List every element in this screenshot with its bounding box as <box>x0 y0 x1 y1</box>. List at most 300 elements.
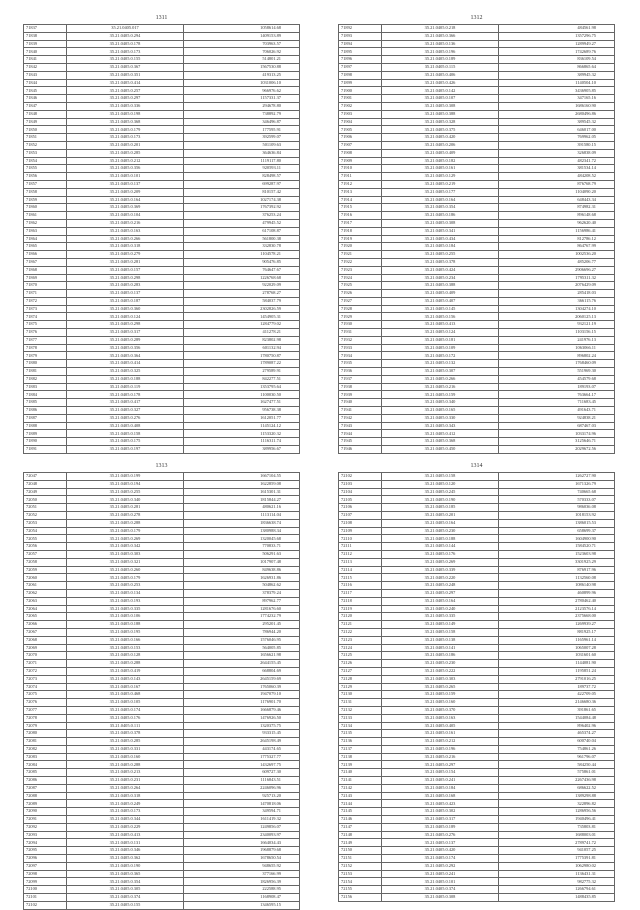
amount-cell: 584250.44 <box>499 761 615 769</box>
table-row <box>339 25 615 33</box>
code-cell: 35.21.0405.0.128 <box>67 652 184 660</box>
amount-cell: 1626931.86 <box>184 574 300 582</box>
table-row <box>339 504 615 512</box>
code-cell: 35.21.0405.0.365 <box>67 870 184 878</box>
code-cell: 35.21.0405.0.164 <box>382 519 499 527</box>
row-number-cell: 72121 <box>339 621 382 629</box>
code-cell: 35.21.0405.0.172 <box>382 352 499 360</box>
amount-cell: 1104090.20 <box>499 188 615 196</box>
table-row <box>24 894 300 902</box>
code-cell: 35.21.0405.0.173 <box>67 48 184 56</box>
row-number-cell: 72140 <box>339 769 382 777</box>
table-row <box>24 141 300 149</box>
code-cell: 35.21.0405.0.105 <box>67 699 184 707</box>
code-cell: 35.21.0405.0.328 <box>382 118 499 126</box>
table-row <box>24 870 300 878</box>
amount-cell: 1622859.08 <box>184 480 300 488</box>
amount-cell: 668804.69 <box>184 667 300 675</box>
table-row <box>339 894 615 902</box>
code-cell: 35.21.0405.0.138 <box>382 636 499 644</box>
table-row <box>24 219 300 227</box>
row-number-cell: 72065 <box>24 613 67 621</box>
amount-cell: 1140504.10 <box>499 79 615 87</box>
table-row <box>24 446 300 454</box>
table-row <box>24 901 300 909</box>
amount-cell: 933315.45 <box>184 730 300 738</box>
code-cell: 35.21.0405.0.216 <box>67 219 184 227</box>
row-number-cell: 71867 <box>24 258 67 266</box>
amount-cell: 1116311.74 <box>184 438 300 446</box>
code-cell: 35.21.0405.0.368 <box>382 438 499 446</box>
amount-cell: 810157.42 <box>184 188 300 196</box>
amount-cell: 961796.07 <box>499 753 615 761</box>
amount-cell: 1488435.85 <box>499 894 615 902</box>
amount-cell: 295201.45 <box>184 621 300 629</box>
table-row <box>24 745 300 753</box>
row-number-cell: 72089 <box>24 800 67 808</box>
table-row <box>339 102 615 110</box>
row-number-cell: 71852 <box>24 141 67 149</box>
table-row <box>24 227 300 235</box>
amount-cell: 465374.27 <box>499 730 615 738</box>
table-row <box>24 753 300 761</box>
row-number-cell: 71915 <box>339 204 382 212</box>
code-cell: 35.21.0405.0.181 <box>382 336 499 344</box>
code-cell: 35.21.0405.0.374 <box>67 894 184 902</box>
table-row <box>339 800 615 808</box>
row-number-cell: 71924 <box>339 274 382 282</box>
table-row <box>339 745 615 753</box>
code-cell: 35.21.0405.0.219 <box>382 180 499 188</box>
table-row <box>24 360 300 368</box>
amount-cell: 1671326.79 <box>499 480 615 488</box>
amount-cell: 896148.68 <box>499 212 615 220</box>
row-number-cell: 72154 <box>339 878 382 886</box>
row-number-cell: 71883 <box>24 383 67 391</box>
code-cell: 35.21.0405.0.201 <box>382 511 499 519</box>
table-row <box>339 165 615 173</box>
row-number-cell: 71930 <box>339 321 382 329</box>
table-row <box>339 761 615 769</box>
row-number-cell: 72053 <box>24 519 67 527</box>
amount-cell: 1780750.87 <box>184 352 300 360</box>
code-cell: 35.21.0405.0.164 <box>382 196 499 204</box>
table-row <box>24 589 300 597</box>
row-number-cell: 72068 <box>24 636 67 644</box>
table-row <box>24 886 300 894</box>
amount-cell: 609727.30 <box>184 769 300 777</box>
amount-cell: 278768.27 <box>184 290 300 298</box>
amount-cell: 484208.52 <box>499 173 615 181</box>
table-row <box>339 173 615 181</box>
table-row <box>339 730 615 738</box>
row-number-cell: 71875 <box>24 321 67 329</box>
amount-cell: 1116843.51 <box>184 777 300 785</box>
table-row <box>24 118 300 126</box>
table-row <box>24 25 300 33</box>
table-row <box>339 48 615 56</box>
row-number-cell: 71923 <box>339 266 382 274</box>
code-cell: 35.21.0405.0.367 <box>67 63 184 71</box>
row-number-cell: 71901 <box>339 95 382 103</box>
amount-cell: 1774232.79 <box>184 613 300 621</box>
code-cell: 35.21.0405.0.370 <box>382 706 499 714</box>
code-cell: 35.21.0405.0.297 <box>382 761 499 769</box>
row-number-cell: 72066 <box>24 621 67 629</box>
table-row <box>24 566 300 574</box>
code-cell: 35.21.0405.0.289 <box>67 336 184 344</box>
code-cell: 35.21.0405.0.132 <box>382 360 499 368</box>
table-row <box>24 399 300 407</box>
table-row <box>339 344 615 352</box>
row-number-cell: 72112 <box>339 550 382 558</box>
table-row <box>24 321 300 329</box>
table-row <box>24 352 300 360</box>
code-cell: 35.21.0405.0.141 <box>382 644 499 652</box>
table-row <box>24 831 300 839</box>
code-cell: 35.21.0405.0.201 <box>67 141 184 149</box>
row-number-cell: 72139 <box>339 761 382 769</box>
row-number-cell: 71861 <box>24 212 67 220</box>
amount-cell: 1742689.76 <box>499 48 615 56</box>
code-cell: 35.21.0405.0.196 <box>382 745 499 753</box>
code-cell: 35.21.0405.0.199 <box>67 473 184 481</box>
code-cell: 35.21.0405.0.414 <box>67 360 184 368</box>
table-row <box>339 438 615 446</box>
amount-cell: 764647.67 <box>184 266 300 274</box>
table-row <box>339 550 615 558</box>
row-number-cell: 72110 <box>339 535 382 543</box>
code-cell: 35.21.0405.0.279 <box>67 251 184 259</box>
code-cell: 35.21.0405.0.335 <box>67 605 184 613</box>
row-number-cell: 71944 <box>339 430 382 438</box>
row-number-cell: 71862 <box>24 219 67 227</box>
code-cell: 35.21.0405.0.176 <box>67 714 184 722</box>
amount-cell: 347165.16 <box>499 95 615 103</box>
row-number-cell: 71893 <box>339 32 382 40</box>
amount-cell: 1386015.53 <box>499 519 615 527</box>
table-row <box>24 71 300 79</box>
table-row <box>24 855 300 863</box>
row-number-cell: 71904 <box>339 118 382 126</box>
table-row <box>24 40 300 48</box>
row-number-cell: 71938 <box>339 383 382 391</box>
table-row <box>339 336 615 344</box>
amount-cell: 897962.77 <box>184 597 300 605</box>
code-cell: 35.21.0405.0.340 <box>382 399 499 407</box>
table-row <box>339 110 615 118</box>
amount-cell: 285418.03 <box>499 290 615 298</box>
row-number-cell: 72144 <box>339 800 382 808</box>
row-number-cell: 71929 <box>339 313 382 321</box>
table-row <box>339 878 615 886</box>
row-number-cell: 71899 <box>339 79 382 87</box>
row-number-cell: 72115 <box>339 574 382 582</box>
code-cell: 35.21.0405.0.241 <box>382 777 499 785</box>
table-row <box>339 32 615 40</box>
amount-cell: 1688003.01 <box>499 831 615 839</box>
table-row <box>339 839 615 847</box>
code-cell: 35.21.0405.0.229 <box>67 823 184 831</box>
code-cell: 35.21.0405.0.336 <box>67 102 184 110</box>
row-number-cell: 71855 <box>24 165 67 173</box>
amount-cell: 1144081.90 <box>499 660 615 668</box>
code-cell: 35.21.0405.0.330 <box>382 414 499 422</box>
table-row <box>24 808 300 816</box>
row-number-cell: 71895 <box>339 48 382 56</box>
amount-cell: 1104578.21 <box>184 251 300 259</box>
code-cell: 35.21.0405.0.155 <box>67 901 184 909</box>
code-cell: 35.21.0405.0.407 <box>382 297 499 305</box>
code-cell: 35.21.0405.0.189 <box>382 823 499 831</box>
amount-cell: 2644155.45 <box>184 660 300 668</box>
table-row <box>24 95 300 103</box>
row-number-cell: 71870 <box>24 282 67 290</box>
code-cell: 35.21.0405.0.176 <box>382 550 499 558</box>
amount-cell: 1086140.98 <box>499 582 615 590</box>
amount-cell: 740665.68 <box>499 488 615 496</box>
table-row <box>24 706 300 714</box>
table-row <box>339 683 615 691</box>
row-number-cell: 72075 <box>24 691 67 699</box>
code-cell: 35.21.0405.0.420 <box>382 847 499 855</box>
code-cell: 35.21.0405.0.450 <box>382 446 499 454</box>
row-number-cell: 71864 <box>24 235 67 243</box>
table-row <box>24 430 300 438</box>
code-cell: 35.21.0405.0.298 <box>67 321 184 329</box>
code-cell: 35.21.0405.0.288 <box>67 660 184 668</box>
amount-cell: 2375668.00 <box>499 613 615 621</box>
row-number-cell: 72152 <box>339 862 382 870</box>
code-cell: 35.21.0405.0.101 <box>382 878 499 886</box>
amount-cell: 349594.71 <box>184 808 300 816</box>
table-row <box>339 383 615 391</box>
table-row <box>24 496 300 504</box>
row-number-cell: 72149 <box>339 839 382 847</box>
table-row <box>24 613 300 621</box>
row-number-cell: 72106 <box>339 504 382 512</box>
row-number-cell: 72142 <box>339 784 382 792</box>
amount-cell: 1058614.68 <box>184 25 300 33</box>
code-cell: 35.21.0405.0.426 <box>382 79 499 87</box>
row-number-cell: 72061 <box>24 582 67 590</box>
table-row <box>24 605 300 613</box>
amount-cell: 1454905.31 <box>184 313 300 321</box>
row-number-cell: 71866 <box>24 251 67 259</box>
amount-cell: 1611419.32 <box>184 816 300 824</box>
row-number-cell: 72096 <box>24 855 67 863</box>
amount-cell: 482341.72 <box>499 157 615 165</box>
code-cell: 35.21.0405.0.343 <box>382 422 499 430</box>
table-row <box>24 134 300 142</box>
code-cell: 35.21.0405.0.409 <box>382 290 499 298</box>
table-row <box>339 527 615 535</box>
code-cell: 35.21.0405.0.413 <box>382 321 499 329</box>
row-number-cell: 71935 <box>339 360 382 368</box>
table-row <box>24 383 300 391</box>
code-cell: 35.21.0405.0.158 <box>382 628 499 636</box>
code-cell: 35.21.0405.0.115 <box>382 63 499 71</box>
code-cell: 35.21.0405.0.154 <box>382 769 499 777</box>
table-row <box>339 714 615 722</box>
table-row <box>24 839 300 847</box>
table-row <box>24 407 300 415</box>
row-number-cell: 71945 <box>339 438 382 446</box>
amount-cell: 1836638.74 <box>184 519 300 527</box>
row-number-cell: 72120 <box>339 613 382 621</box>
row-number-cell: 71849 <box>24 118 67 126</box>
amount-cell: 1357296.75 <box>499 32 615 40</box>
amount-cell: 2029672.56 <box>499 446 615 454</box>
amount-cell: 506291.63 <box>184 550 300 558</box>
row-number-cell: 71939 <box>339 391 382 399</box>
table-row <box>24 196 300 204</box>
row-number-cell: 71848 <box>24 110 67 118</box>
amount-cell: 896402.96 <box>499 722 615 730</box>
code-cell: 35.21.0405.0.124 <box>382 329 499 337</box>
code-cell: 35.21.0405.0.197 <box>67 446 184 454</box>
amount-cell: 366115.76 <box>499 297 615 305</box>
code-cell: 35.21.0405.0.222 <box>382 667 499 675</box>
table-row <box>339 699 615 707</box>
table-row <box>339 212 615 220</box>
code-cell: 35.21.0405.0.420 <box>382 134 499 142</box>
row-number-cell: 71890 <box>24 438 67 446</box>
row-number-cell: 72071 <box>24 660 67 668</box>
amount-cell: 1612051.77 <box>184 414 300 422</box>
table-row <box>339 79 615 87</box>
row-number-cell: 72155 <box>339 886 382 894</box>
table-row <box>339 149 615 157</box>
row-number-cell: 72102 <box>339 473 382 481</box>
table-row <box>24 204 300 212</box>
table-row <box>339 862 615 870</box>
table-row <box>339 219 615 227</box>
amount-cell: 769962.05 <box>499 134 615 142</box>
table-row <box>339 488 615 496</box>
amount-cell: 920593.11 <box>184 165 300 173</box>
table-row <box>339 496 615 504</box>
row-number-cell: 71860 <box>24 204 67 212</box>
table-row <box>24 800 300 808</box>
code-cell: 35.21.0405.0.368 <box>67 118 184 126</box>
code-cell: 35.21.0405.0.266 <box>67 235 184 243</box>
table-row <box>24 488 300 496</box>
amount-cell: 982775.32 <box>499 878 615 886</box>
code-cell: 35.21.0405.0.354 <box>382 204 499 212</box>
table-row <box>339 329 615 337</box>
code-cell: 35.21.0405.0.417 <box>67 399 184 407</box>
row-number-cell: 72080 <box>24 730 67 738</box>
table-row <box>24 761 300 769</box>
row-number-cell: 72127 <box>339 667 382 675</box>
row-number-cell: 72091 <box>24 816 67 824</box>
code-cell: 35.21.0405.0.346 <box>67 847 184 855</box>
code-cell: 35.21.0405.0.153 <box>67 644 184 652</box>
amount-cell: 770833.71 <box>184 543 300 551</box>
code-cell: 35.21.0405.0.179 <box>67 574 184 582</box>
row-number-cell: 72062 <box>24 589 67 597</box>
amount-cell: 1476926.50 <box>184 714 300 722</box>
table-row <box>24 336 300 344</box>
code-cell: 35.21.0405.0.308 <box>382 219 499 227</box>
row-number-cell: 72084 <box>24 761 67 769</box>
amount-cell: 1320375.75 <box>184 722 300 730</box>
code-cell: 35.21.0405.0.245 <box>382 488 499 496</box>
table-row <box>24 422 300 430</box>
amount-cell: 1567530.88 <box>184 63 300 71</box>
code-cell: 35.21.0405.0.188 <box>382 535 499 543</box>
amount-cell: 561800.38 <box>184 235 300 243</box>
data-table <box>338 24 615 454</box>
amount-cell: 823802.98 <box>184 336 300 344</box>
amount-cell: 962620.40 <box>499 219 615 227</box>
table-row <box>339 141 615 149</box>
code-cell: 35.21.0405.0.184 <box>382 784 499 792</box>
amount-cell: 480621.16 <box>184 504 300 512</box>
row-number-cell: 72130 <box>339 691 382 699</box>
row-number-cell: 72086 <box>24 777 67 785</box>
table-row <box>339 605 615 613</box>
amount-cell: 828498.57 <box>184 173 300 181</box>
row-number-cell: 71911 <box>339 173 382 181</box>
row-number-cell: 72137 <box>339 745 382 753</box>
table-row <box>339 816 615 824</box>
amount-cell: 1627477.51 <box>184 399 300 407</box>
table-row <box>24 266 300 274</box>
amount-cell: 1320045.68 <box>184 535 300 543</box>
code-cell: 35.21.0405.0.369 <box>67 204 184 212</box>
row-number-cell: 71884 <box>24 391 67 399</box>
amount-cell: 294678.80 <box>184 102 300 110</box>
amount-cell: 1157331.37 <box>184 95 300 103</box>
row-number-cell: 72129 <box>339 683 382 691</box>
code-cell: 35.21.0405.0.173 <box>67 134 184 142</box>
amount-cell: 1968879.68 <box>184 847 300 855</box>
table-row <box>339 227 615 235</box>
amount-cell: 3436905.85 <box>499 87 615 95</box>
row-number-cell: 72145 <box>339 808 382 816</box>
code-cell: 35.21.0405.0.104 <box>67 212 184 220</box>
amount-cell: 3301925.29 <box>499 558 615 566</box>
table-row <box>24 173 300 181</box>
code-cell: 35.21.0405.0.163 <box>382 714 499 722</box>
row-number-cell: 72102 <box>24 901 67 909</box>
row-number-cell: 71886 <box>24 407 67 415</box>
amount-cell: 1065007.28 <box>499 644 615 652</box>
table-row <box>24 368 300 376</box>
row-number-cell: 72134 <box>339 722 382 730</box>
amount-cell: 600740.04 <box>499 738 615 746</box>
row-number-cell: 72150 <box>339 847 382 855</box>
row-number-cell: 72123 <box>339 636 382 644</box>
table-row <box>339 63 615 71</box>
row-number-cell: 71931 <box>339 329 382 337</box>
amount-cell: 1604900.90 <box>499 535 615 543</box>
amount-cell: 2645159.69 <box>184 675 300 683</box>
table-row <box>339 543 615 551</box>
table-row <box>24 558 300 566</box>
table-row <box>24 722 300 730</box>
code-cell: 35.21.0405.0.341 <box>382 227 499 235</box>
code-cell: 35.21.0405.0.161 <box>382 165 499 173</box>
code-cell: 35.21.0405.0.178 <box>67 40 184 48</box>
amount-cell: 876917.96 <box>499 566 615 574</box>
amount-cell: 419313.25 <box>184 71 300 79</box>
amount-cell: 966976.62 <box>184 87 300 95</box>
row-number-cell: 72148 <box>339 831 382 839</box>
amount-cell: 2267436.98 <box>499 777 615 785</box>
